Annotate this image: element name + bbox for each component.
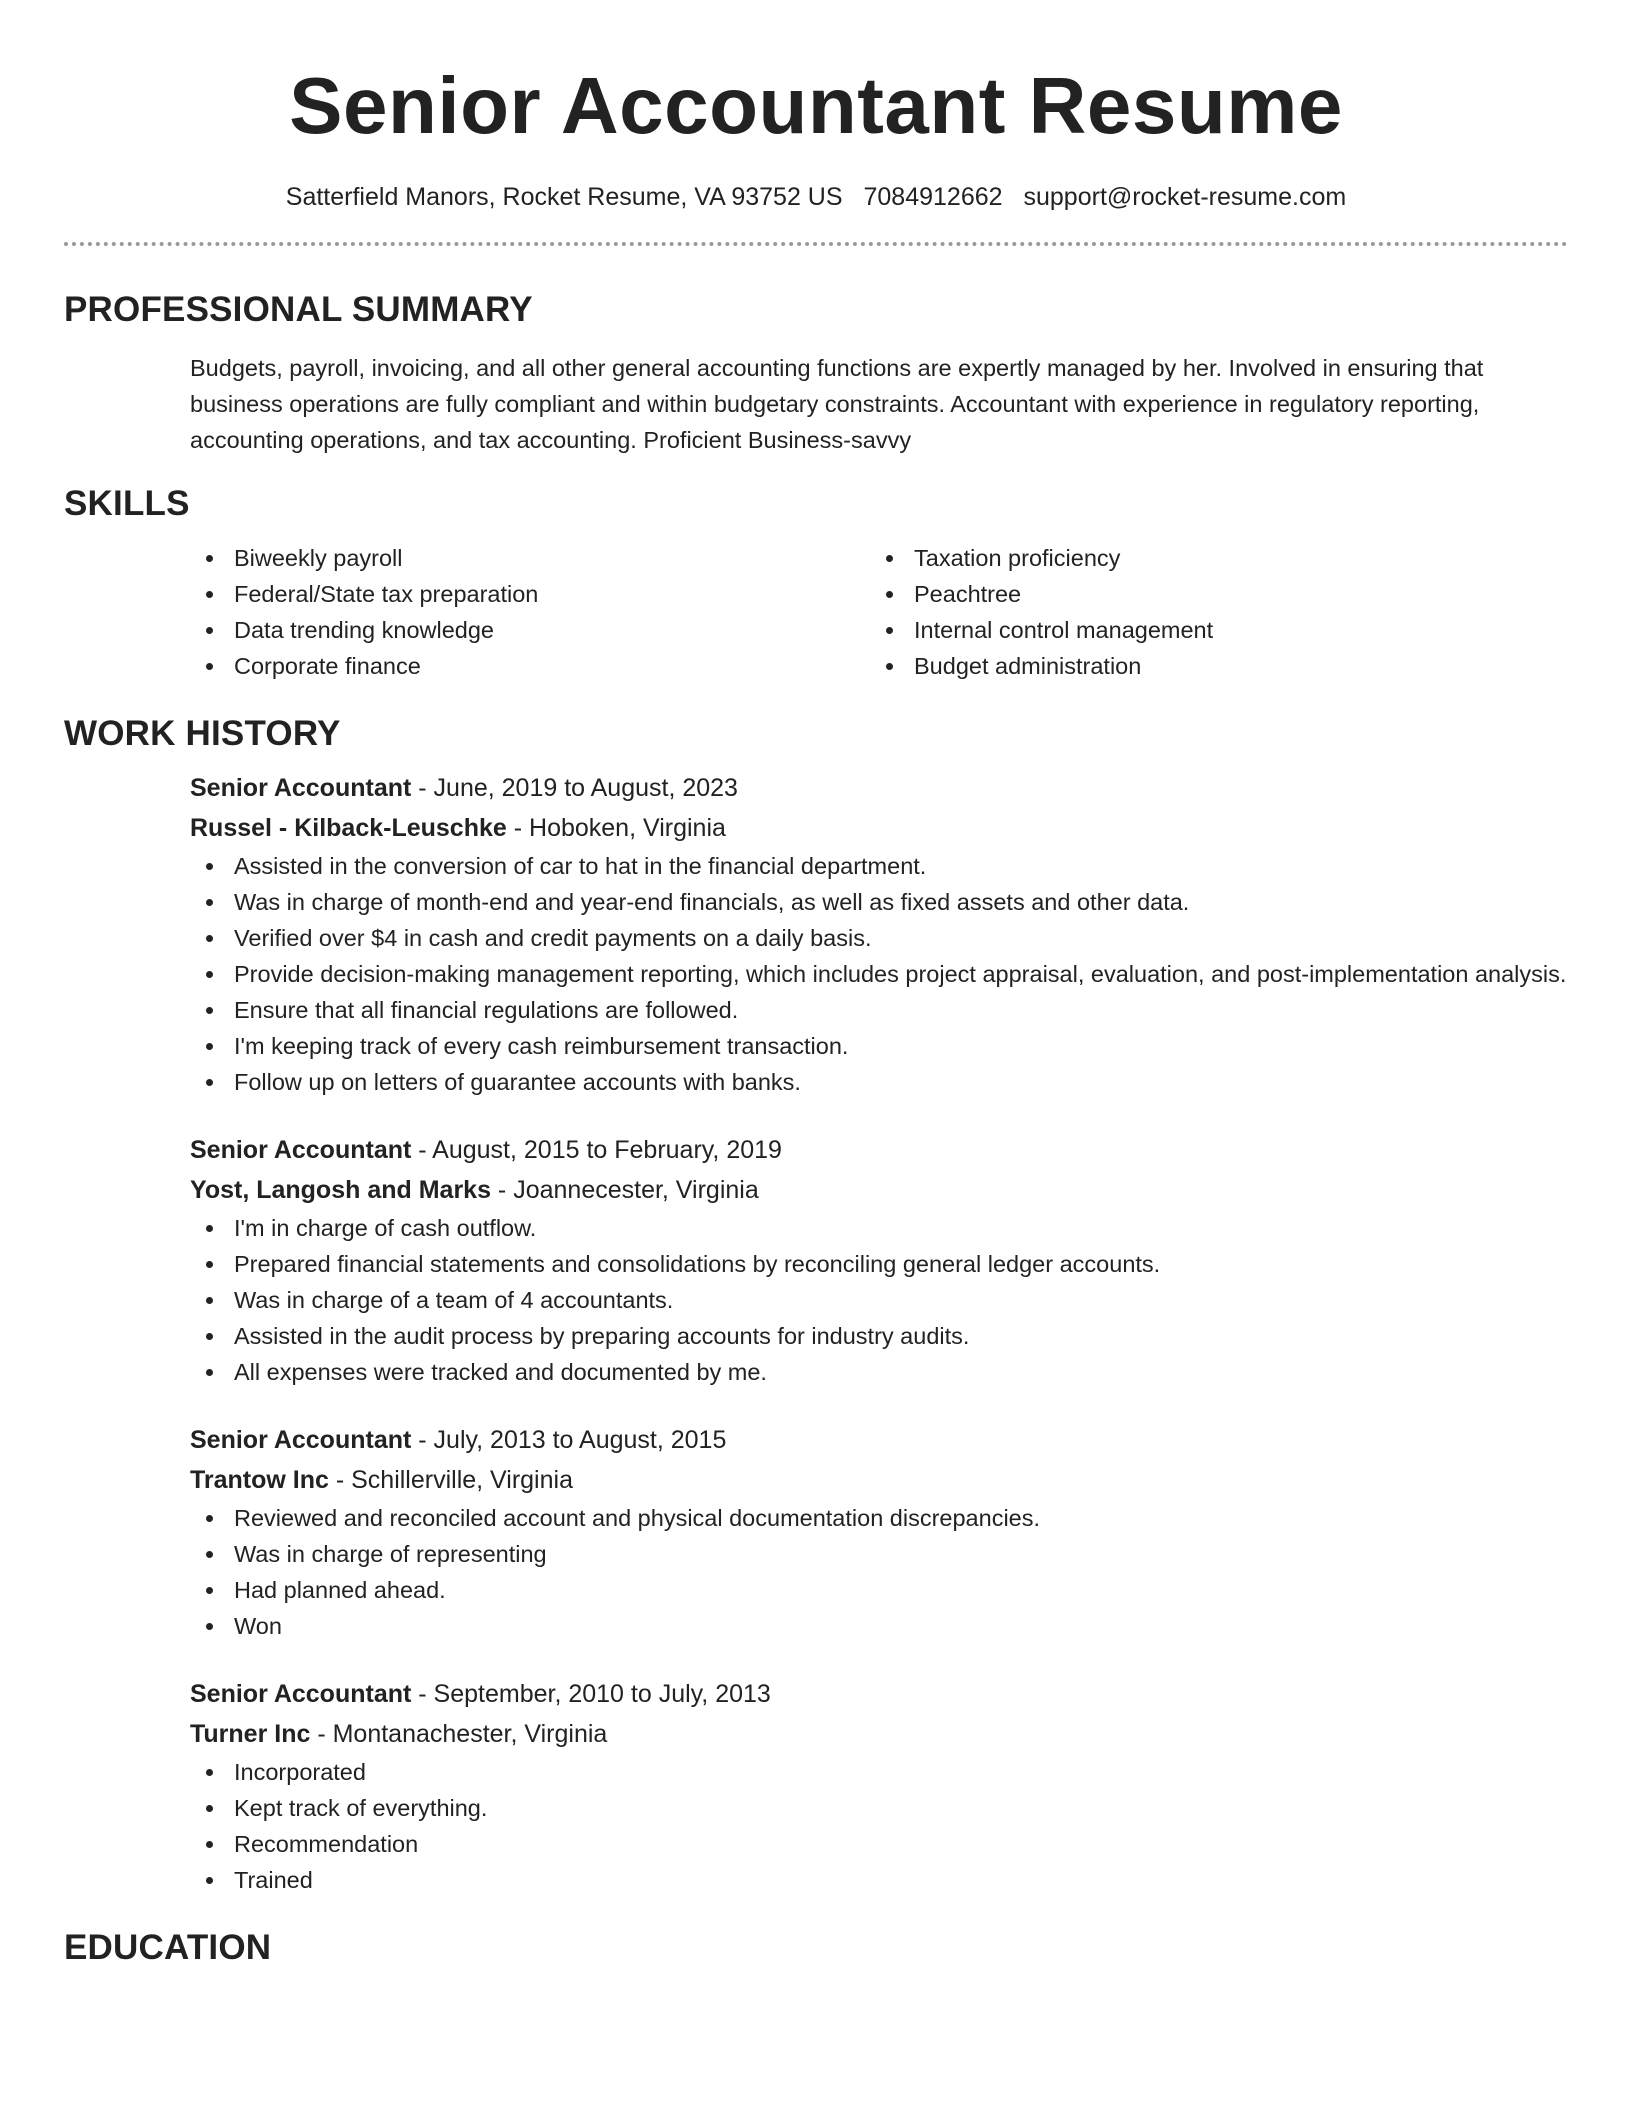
- skill-item: Biweekly payroll: [190, 540, 870, 576]
- job-company: Yost, Langosh and Marks: [190, 1176, 491, 1204]
- job-location: - Hoboken, Virginia: [506, 814, 726, 842]
- job-dates: - September, 2010 to July, 2013: [411, 1680, 771, 1708]
- job-duty-item: Won: [190, 1608, 1568, 1644]
- job-duties: [190, 1210, 1568, 1390]
- job-location: - Montanachester, Virginia: [310, 1720, 608, 1748]
- contact-email: support@rocket-resume.com: [1023, 183, 1347, 211]
- job-location: - Joannecester, Virginia: [490, 1176, 759, 1204]
- job-title: Senior Accountant: [190, 1680, 412, 1708]
- skills-list-left: [190, 540, 870, 684]
- job-company-line: [190, 1460, 1568, 1500]
- skills-list-right: [870, 540, 1550, 684]
- job-duty-item: I'm keeping track of every cash reimbursement transaction.: [190, 1028, 1568, 1064]
- job-title-line: [190, 768, 1568, 808]
- skill-item: Data trending knowledge: [190, 612, 870, 648]
- job-duty-item: Was in charge of representing: [190, 1536, 1568, 1572]
- job-title: Senior Accountant: [190, 774, 412, 802]
- skill-item: Internal control management: [870, 612, 1550, 648]
- contact-address: Satterfield Manors, Rocket Resume, VA 93752 US: [285, 183, 843, 211]
- job-duties: [190, 1500, 1568, 1644]
- job-duties: [190, 848, 1568, 1100]
- job-duty-item: I'm in charge of cash outflow.: [190, 1210, 1568, 1246]
- job-dates: - July, 2013 to August, 2015: [411, 1426, 727, 1454]
- job-entry: [190, 1420, 1568, 1644]
- job-duty-item: Had planned ahead.: [190, 1572, 1568, 1608]
- job-location: - Schillerville, Virginia: [328, 1466, 573, 1494]
- job-duty-item: Follow up on letters of guarantee accounts with banks.: [190, 1064, 1568, 1100]
- job-duty-item: Kept track of everything.: [190, 1790, 1568, 1826]
- job-company-line: [190, 808, 1568, 848]
- summary-text: Budgets, payroll, invoicing, and all other general accounting functions are expertly managed by her. Involved in ensuring that business operations are fully compliant and within budgetary constraints. Accountant with experience in regulatory reporting, accounting operations, and tax accounting. Proficient Business-savvy: [190, 355, 1484, 453]
- job-title-line: [190, 1420, 1568, 1460]
- job-duty-item: Provide decision-making management reporting, which includes project appraisal, evaluation, and post-implementation analysis.: [190, 956, 1568, 992]
- job-dates: - June, 2019 to August, 2023: [411, 774, 738, 802]
- job-company: Russel - Kilback-Leuschke: [190, 814, 507, 842]
- skill-item: Peachtree: [870, 576, 1550, 612]
- job-entry: [190, 768, 1568, 1100]
- job-duty-item: Reviewed and reconciled account and physical documentation discrepancies.: [190, 1500, 1568, 1536]
- job-duty-item: Recommendation: [190, 1826, 1568, 1862]
- job-company-line: [190, 1170, 1568, 1210]
- job-entry: [190, 1674, 1568, 1898]
- job-duty-item: Assisted in the audit process by preparing accounts for industry audits.: [190, 1318, 1568, 1354]
- job-duty-item: Prepared financial statements and consolidations by reconciling general ledger accounts.: [190, 1246, 1568, 1282]
- job-title: Senior Accountant: [190, 1426, 412, 1454]
- skills-grid: [190, 540, 1568, 684]
- work-history-heading: WORK HISTORY: [64, 714, 341, 753]
- job-company: Turner Inc: [190, 1720, 311, 1748]
- job-duties: [190, 1754, 1568, 1898]
- job-dates: - August, 2015 to February, 2019: [411, 1136, 782, 1164]
- job-duty-item: Verified over $4 in cash and credit payments on a daily basis.: [190, 920, 1568, 956]
- contact-line: [64, 180, 1568, 214]
- job-duty-item: Was in charge of a team of 4 accountants.: [190, 1282, 1568, 1318]
- job-company-line: [190, 1714, 1568, 1754]
- job-duty-item: All expenses were tracked and documented by me.: [190, 1354, 1568, 1390]
- education-heading: EDUCATION: [64, 1928, 272, 1967]
- job-duty-item: Incorporated: [190, 1754, 1568, 1790]
- job-title: Senior Accountant: [190, 1136, 412, 1164]
- skill-item: Budget administration: [870, 648, 1550, 684]
- skill-item: Taxation proficiency: [870, 540, 1550, 576]
- skills-heading: SKILLS: [64, 484, 190, 523]
- job-duty-item: Assisted in the conversion of car to hat in the financial department.: [190, 848, 1568, 884]
- job-title-line: [190, 1130, 1568, 1170]
- job-duty-item: Trained: [190, 1862, 1568, 1898]
- job-duty-item: Was in charge of month-end and year-end financials, as well as fixed assets and other data.: [190, 884, 1568, 920]
- job-title-line: [190, 1674, 1568, 1714]
- skill-item: Corporate finance: [190, 648, 870, 684]
- job-entry: [190, 1130, 1568, 1390]
- resume-title: Senior Accountant Resume: [289, 61, 1343, 150]
- job-company: Trantow Inc: [190, 1466, 329, 1494]
- job-duty-item: Ensure that all financial regulations are followed.: [190, 992, 1568, 1028]
- header-divider: [64, 242, 1568, 246]
- summary-heading: PROFESSIONAL SUMMARY: [64, 290, 533, 329]
- contact-phone: 7084912662: [863, 183, 1003, 211]
- skill-item: Federal/State tax preparation: [190, 576, 870, 612]
